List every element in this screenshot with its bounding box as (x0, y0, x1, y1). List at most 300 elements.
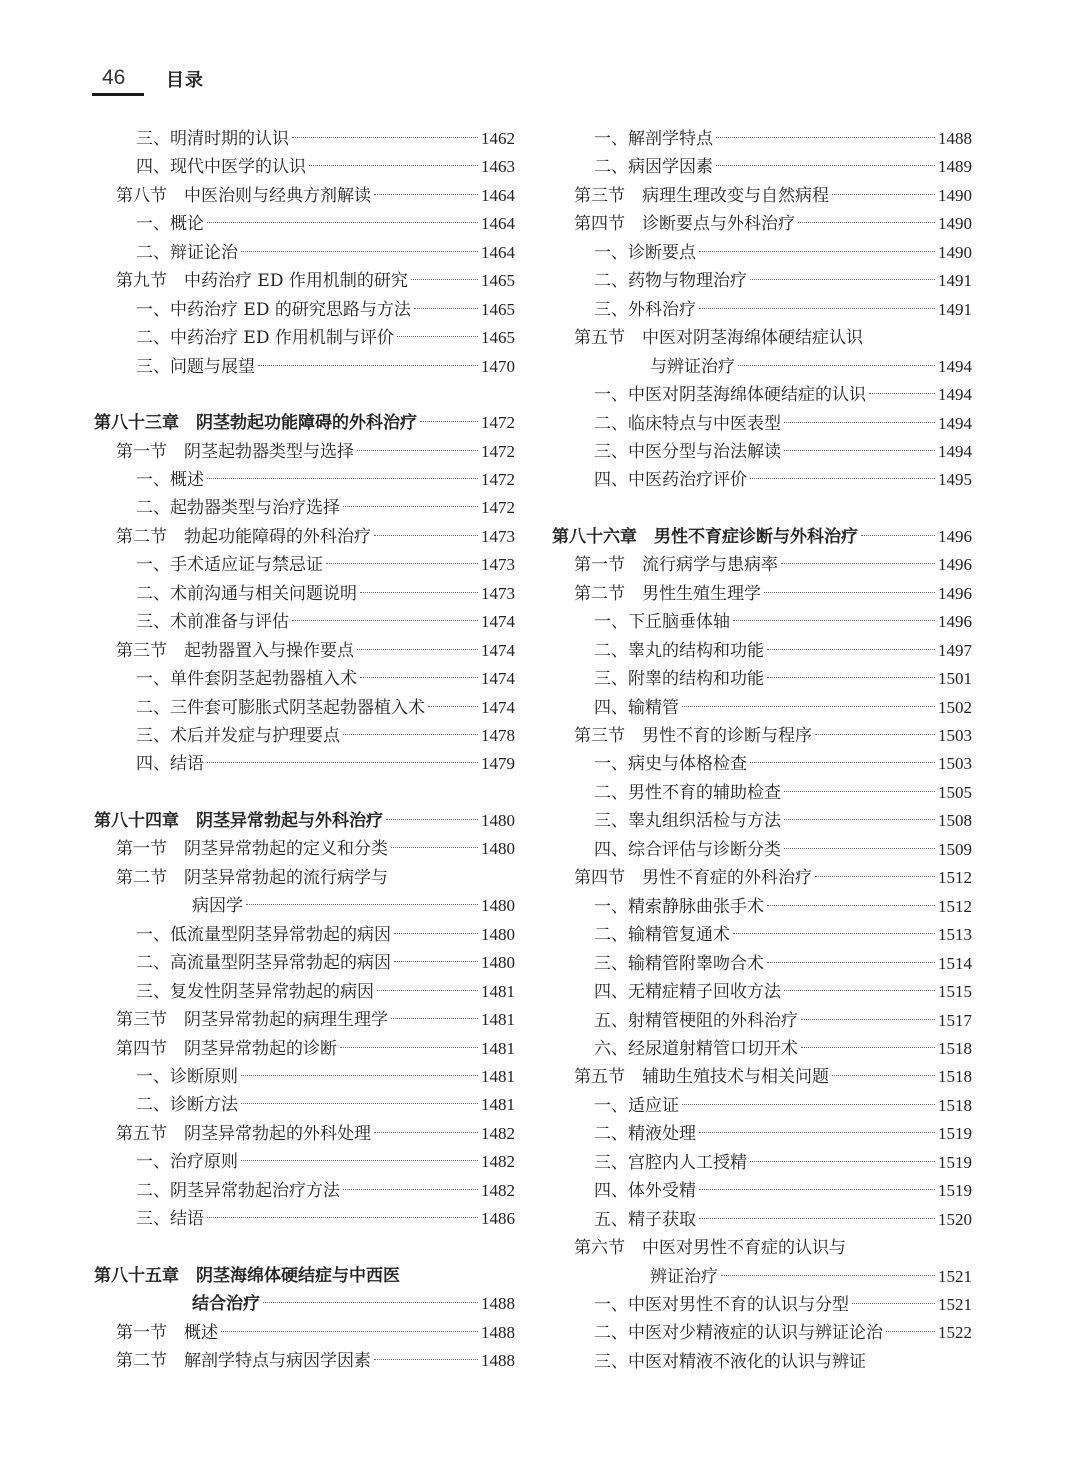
dot-leader (815, 734, 935, 735)
toc-entry-title: 二、睾丸的结构和功能 (594, 640, 764, 661)
toc-section-entry (94, 864, 515, 892)
dot-leader (326, 563, 478, 564)
toc-section-entry (94, 1006, 515, 1034)
toc-entry-title: 二、术前沟通与相关问题说明 (136, 583, 357, 604)
toc-subsection-entry (552, 1177, 972, 1205)
toc-entry-page: 1512 (938, 896, 972, 916)
toc-entry-title: 一、低流量型阴茎异常勃起的病因 (136, 924, 391, 945)
dot-leader (420, 421, 478, 422)
dot-leader (343, 734, 478, 735)
dot-leader (784, 848, 935, 849)
dot-leader (764, 592, 935, 593)
toc-subsection-entry (94, 892, 515, 920)
toc-chapter-entry (94, 1262, 515, 1290)
dot-leader (767, 905, 935, 906)
dot-leader (377, 990, 478, 991)
dot-leader (391, 1018, 478, 1019)
dot-leader (767, 649, 935, 650)
toc-subsection-entry (94, 1205, 515, 1233)
toc-section-entry (94, 438, 515, 466)
toc-chapter-entry (94, 409, 515, 437)
dot-leader (394, 961, 478, 962)
toc-section-entry (94, 637, 515, 665)
dot-leader (414, 308, 478, 309)
toc-section-entry (94, 1035, 515, 1063)
toc-entry-title: 辨证治疗 (650, 1266, 718, 1287)
toc-entry-page: 1518 (938, 1095, 972, 1115)
dot-leader (716, 165, 935, 166)
toc-subsection-entry (552, 779, 972, 807)
dot-leader (207, 762, 478, 763)
dot-leader (343, 506, 478, 507)
toc-entry-page: 1480 (481, 953, 515, 973)
toc-subsection-entry (552, 637, 972, 665)
toc-entry-page: 1494 (938, 385, 972, 405)
toc-section-entry (94, 523, 515, 551)
toc-section-entry (552, 1234, 972, 1262)
dot-leader (207, 478, 478, 479)
dot-leader (750, 762, 935, 763)
toc-entry-title: 第二节 勃起功能障碍的外科治疗 (116, 526, 371, 547)
dot-leader (733, 933, 935, 934)
toc-section-entry (94, 182, 515, 210)
toc-entry-page: 1491 (938, 271, 972, 291)
toc-entry-title: 五、精子获取 (594, 1209, 696, 1230)
toc-entry-title: 三、术后并发症与护理要点 (136, 726, 340, 746)
toc-entry-page: 1514 (938, 953, 972, 973)
toc-subsection-entry (94, 1148, 515, 1176)
dot-leader (207, 222, 478, 223)
toc-entry-title: 结合治疗 (192, 1294, 260, 1315)
toc-entry-page: 1515 (938, 982, 972, 1002)
dot-leader (374, 1132, 478, 1133)
toc-entry-title: 一、适应证 (594, 1095, 679, 1116)
toc-entry-title: 第五节 辅助生殖技术与相关问题 (574, 1067, 829, 1088)
toc-entry-title: 三、睾丸组织活检与方法 (594, 811, 781, 832)
toc-entry-title: 一、治疗原则 (136, 1152, 238, 1173)
toc-section-entry (552, 324, 972, 352)
toc-subsection-entry (552, 950, 972, 978)
dot-leader (784, 791, 935, 792)
toc-chapter-entry (552, 523, 972, 551)
toc-subsection-entry (94, 1290, 515, 1318)
dot-leader (682, 706, 935, 707)
toc-entry-page: 1491 (938, 299, 972, 319)
toc-entry-title: 一、单件套阴茎起勃器植入术 (136, 669, 357, 690)
toc-entry-title: 病因学 (192, 896, 243, 917)
toc-section-entry (552, 722, 972, 750)
dot-leader (241, 251, 478, 252)
toc-subsection-entry (552, 353, 972, 381)
dot-leader (699, 1189, 935, 1190)
dot-leader (374, 1359, 478, 1360)
toc-entry-page: 1481 (481, 1066, 515, 1086)
dot-leader (221, 1331, 478, 1332)
toc-entry-page: 1488 (938, 129, 972, 148)
toc-subsection-entry (94, 665, 515, 693)
toc-subsection-entry (552, 125, 972, 153)
dot-leader (343, 1189, 478, 1190)
toc-entry-page: 1465 (481, 299, 515, 319)
toc-entry-page: 1473 (481, 555, 515, 575)
dot-leader (738, 365, 935, 366)
dot-leader (699, 308, 935, 309)
dot-leader (411, 279, 478, 280)
toc-section-entry (94, 835, 515, 863)
page-title: 目录 (166, 70, 204, 91)
toc-subsection-entry (94, 580, 515, 608)
toc-entry-title: 第一节 概述 (116, 1322, 218, 1343)
toc-entry-title: 四、中医药治疗评价 (594, 470, 747, 491)
toc-entry-page: 1480 (481, 924, 515, 944)
toc-subsection-entry (552, 1149, 972, 1177)
toc-entry-page: 1497 (938, 640, 972, 660)
toc-subsection-entry (94, 694, 515, 722)
toc-entry-title: 第三节 男性不育的诊断与程序 (574, 726, 812, 746)
dot-leader (241, 1160, 478, 1161)
toc-entry-title: 三、中医对精液不液化的认识与辨证 (594, 1351, 866, 1372)
dot-leader (721, 1275, 935, 1276)
toc-subsection-entry (552, 1206, 972, 1234)
toc-entry-title: 与辨证治疗 (650, 356, 735, 377)
toc-entry-title: 三、问题与展望 (136, 356, 255, 377)
toc-subsection-entry (94, 1063, 515, 1091)
toc-subsection-entry (94, 1091, 515, 1119)
toc-subsection-entry (94, 296, 515, 324)
toc-entry-title: 二、输精管复通术 (594, 925, 730, 946)
toc-subsection-entry (552, 921, 972, 949)
dot-leader (699, 251, 935, 252)
dot-leader (886, 1331, 935, 1332)
toc-entry-title: 一、概论 (136, 214, 204, 235)
toc-subsection-entry (94, 921, 515, 949)
toc-entry-page: 1472 (481, 413, 515, 433)
toc-subsection-entry (94, 494, 515, 522)
toc-subsection-entry (552, 153, 972, 181)
toc-entry-page: 1495 (938, 470, 972, 490)
dot-leader (861, 535, 935, 536)
toc-subsection-entry (552, 1319, 972, 1347)
toc-entry-page: 1517 (938, 1010, 972, 1030)
toc-entry-page: 1474 (481, 669, 515, 689)
toc-entry-page: 1488 (481, 1294, 515, 1314)
toc-entry-title: 第八十五章 阴茎海绵体硬结症与中西医 (94, 1265, 400, 1286)
toc-subsection-entry (552, 750, 972, 778)
toc-entry-page: 1519 (938, 1152, 972, 1172)
toc-entry-title: 一、概述 (136, 469, 204, 490)
toc-entry-page: 1481 (481, 1010, 515, 1030)
toc-entry-title: 一、病史与体格检查 (594, 754, 747, 775)
toc-entry-page: 1508 (938, 811, 972, 831)
dot-leader (309, 165, 478, 166)
toc-entry-title: 一、中药治疗 ED 的研究思路与方法 (136, 299, 411, 320)
toc-entry-page: 1470 (481, 356, 515, 376)
toc-entry-page: 1496 (938, 555, 972, 575)
toc-entry-page: 1478 (481, 726, 515, 745)
dot-leader (207, 1217, 478, 1218)
toc-subsection-entry (94, 125, 515, 153)
toc-subsection-entry (94, 750, 515, 778)
toc-entry-page: 1501 (938, 669, 972, 689)
toc-entry-page: 1464 (481, 185, 515, 205)
toc-entry-page: 1494 (938, 356, 972, 376)
toc-section-entry (552, 580, 972, 608)
toc-entry-page: 1482 (481, 1123, 515, 1143)
toc-subsection-entry (552, 807, 972, 835)
toc-entry-title: 第四节 诊断要点与外科治疗 (574, 214, 795, 235)
toc-subsection-entry (94, 978, 515, 1006)
dot-leader (767, 962, 935, 963)
toc-subsection-entry (94, 949, 515, 977)
toc-entry-title: 三、宫腔内人工授精 (594, 1152, 747, 1173)
toc-entry-page: 1482 (481, 1152, 515, 1172)
toc-entry-page: 1472 (481, 441, 515, 461)
toc-entry-title: 四、体外受精 (594, 1181, 696, 1202)
dot-leader (292, 620, 478, 621)
dot-leader (699, 1218, 935, 1219)
toc-subsection-entry (552, 1263, 972, 1291)
toc-entry-page: 1480 (481, 839, 515, 859)
toc-subsection-entry (94, 239, 515, 267)
dot-leader (374, 194, 478, 195)
toc-entry-page: 1490 (938, 214, 972, 234)
toc-entry-title: 第八节 中医治则与经典方剂解读 (116, 185, 371, 206)
toc-entry-title: 第八十六章 男性不育症诊断与外科治疗 (552, 526, 858, 547)
toc-entry-page: 1472 (481, 498, 515, 518)
toc-entry-page: 1494 (938, 441, 972, 461)
toc-entry-title: 三、附睾的结构和功能 (594, 669, 764, 690)
toc-entry-page: 1474 (481, 697, 515, 717)
toc-entry-title: 一、中医对男性不育的认识与分型 (594, 1295, 849, 1315)
toc-subsection-entry (552, 1092, 972, 1120)
toc-subsection-entry (552, 665, 972, 693)
toc-entry-page: 1463 (481, 157, 515, 177)
toc-entry-page: 1509 (938, 839, 972, 859)
dot-leader (733, 620, 935, 621)
toc-subsection-entry (552, 410, 972, 438)
toc-entry-page: 1503 (938, 754, 972, 774)
toc-subsection-entry (552, 978, 972, 1006)
dot-leader (360, 592, 478, 593)
toc-entry-title: 二、中医对少精液症的认识与辨证论治 (594, 1323, 883, 1344)
toc-chapter-entry (94, 807, 515, 835)
page-header (92, 60, 292, 100)
toc-section-entry (552, 864, 972, 892)
toc-section-entry (552, 182, 972, 210)
toc-entry-title: 二、阴茎异常勃起治疗方法 (136, 1180, 340, 1201)
toc-entry-page: 1521 (938, 1266, 972, 1286)
toc-entry-title: 二、精液处理 (594, 1124, 696, 1145)
toc-entry-page: 1481 (481, 1095, 515, 1115)
toc-entry-page: 1464 (481, 242, 515, 262)
dot-leader (386, 819, 478, 820)
toc-section-entry (94, 1120, 515, 1148)
dot-leader (784, 819, 935, 820)
dot-leader (357, 649, 478, 650)
toc-entry-page: 1512 (938, 868, 972, 888)
dot-leader (292, 137, 478, 138)
toc-entry-title: 一、诊断要点 (594, 242, 696, 263)
toc-entry-title: 第四节 阴茎异常勃起的诊断 (116, 1038, 337, 1059)
toc-subsection-entry (94, 722, 515, 750)
toc-section-entry (552, 551, 972, 579)
toc-entry-title: 二、辩证论治 (136, 242, 238, 263)
toc-subsection-entry (94, 551, 515, 579)
toc-subsection-entry (94, 324, 515, 352)
toc-subsection-entry (552, 438, 972, 466)
dot-leader (716, 137, 935, 138)
toc-section-entry (94, 1347, 515, 1375)
toc-entry-title: 二、起勃器类型与治疗选择 (136, 498, 340, 519)
dot-leader (852, 1303, 935, 1304)
toc-entry-title: 二、三件套可膨胀式阴茎起勃器植入术 (136, 697, 425, 718)
toc-entry-page: 1502 (938, 697, 972, 717)
toc-entry-title: 四、无精症精子回收方法 (594, 982, 781, 1003)
toc-subsection-entry (94, 466, 515, 494)
dot-leader (767, 677, 935, 678)
dot-leader (246, 904, 478, 905)
toc-entry-title: 三、结语 (136, 1209, 204, 1230)
toc-entry-title: 一、中医对阴茎海绵体硬结症的认识 (594, 385, 866, 406)
toc-subsection-entry (552, 381, 972, 409)
dot-leader (750, 279, 935, 280)
toc-entry-page: 1464 (481, 214, 515, 234)
dot-leader (869, 393, 935, 394)
toc-entry-title: 二、中药治疗 ED 作用机制与评价 (136, 328, 394, 349)
toc-entry-title: 二、诊断方法 (136, 1095, 238, 1116)
dot-leader (357, 450, 478, 451)
dot-leader (258, 365, 478, 366)
toc-entry-title: 第五节 阴茎异常勃起的外科处理 (116, 1123, 371, 1144)
toc-subsection-entry (94, 608, 515, 636)
toc-entry-title: 第一节 阴茎异常勃起的定义和分类 (116, 839, 388, 860)
toc-entry-title: 第三节 阴茎异常勃起的病理生理学 (116, 1010, 388, 1031)
toc-entry-title: 二、病因学因素 (594, 157, 713, 178)
toc-entry-page: 1496 (938, 583, 972, 603)
toc-entry-title: 第五节 中医对阴茎海绵体硬结症认识 (574, 328, 863, 349)
dot-leader (397, 336, 478, 337)
toc-entry-title: 二、男性不育的辅助检查 (594, 782, 781, 803)
toc-subsection-entry (552, 1348, 972, 1376)
toc-entry-page: 1473 (481, 583, 515, 603)
toc-entry-title: 三、输精管附睾吻合术 (594, 953, 764, 974)
toc-entry-page: 1480 (481, 810, 515, 830)
toc-subsection-entry (552, 893, 972, 921)
toc-entry-page: 1489 (938, 157, 972, 177)
toc-entry-page: 1522 (938, 1323, 972, 1343)
toc-subsection-entry (552, 836, 972, 864)
toc-entry-title: 三、外科治疗 (594, 299, 696, 320)
toc-entry-title: 三、明清时期的认识 (136, 129, 289, 149)
header-rule (92, 93, 144, 96)
toc-subsection-entry (552, 267, 972, 295)
toc-entry-title: 二、药物与物理治疗 (594, 271, 747, 292)
toc-entry-page: 1462 (481, 129, 515, 148)
dot-leader (428, 706, 478, 707)
dot-leader (699, 1132, 935, 1133)
toc-entry-title: 四、现代中医学的认识 (136, 157, 306, 178)
toc-subsection-entry (552, 239, 972, 267)
dot-leader (781, 563, 935, 564)
dot-leader (750, 1161, 935, 1162)
toc-entry-title: 四、结语 (136, 754, 204, 775)
toc-subsection-entry (94, 1177, 515, 1205)
dot-leader (750, 478, 935, 479)
toc-entry-page: 1494 (938, 413, 972, 433)
toc-entry-title: 第二节 解剖学特点与病因学因素 (116, 1351, 371, 1371)
dot-leader (784, 990, 935, 991)
toc-entry-page: 1496 (938, 526, 972, 546)
toc-entry-page: 1503 (938, 726, 972, 745)
dot-leader (784, 422, 935, 423)
toc-entry-page: 1490 (938, 185, 972, 205)
toc-subsection-entry (94, 353, 515, 381)
toc-entry-title: 一、下丘脑垂体轴 (594, 612, 730, 633)
toc-entry-page: 1473 (481, 526, 515, 546)
toc-section-entry (94, 267, 515, 295)
toc-subsection-entry (552, 1120, 972, 1148)
toc-section-entry (552, 210, 972, 238)
toc-entry-page: 1472 (481, 469, 515, 489)
toc-subsection-entry (552, 1035, 972, 1063)
dot-leader (784, 450, 935, 451)
dot-leader (801, 1047, 935, 1048)
toc-section-entry (552, 1063, 972, 1091)
toc-entry-title: 第九节 中药治疗 ED 作用机制的研究 (116, 271, 408, 292)
toc-entry-title: 第三节 病理生理改变与自然病程 (574, 185, 829, 206)
toc-subsection-entry (94, 153, 515, 181)
toc-entry-title: 第六节 中医对男性不育症的认识与 (574, 1238, 846, 1259)
toc-entry-title: 六、经尿道射精管口切开术 (594, 1038, 798, 1059)
dot-leader (832, 194, 935, 195)
toc-entry-title: 二、临床特点与中医表型 (594, 413, 781, 434)
toc-entry-title: 一、精索静脉曲张手术 (594, 896, 764, 917)
toc-subsection-entry (552, 694, 972, 722)
toc-entry-page: 1519 (938, 1124, 972, 1144)
toc-subsection-entry (552, 296, 972, 324)
dot-leader (374, 535, 478, 536)
dot-leader (801, 1019, 935, 1020)
toc-subsection-entry (94, 210, 515, 238)
toc-entry-page: 1474 (481, 640, 515, 660)
toc-entry-page: 1488 (481, 1322, 515, 1342)
toc-entry-title: 一、解剖学特点 (594, 129, 713, 149)
toc-entry-page: 1481 (481, 981, 515, 1001)
dot-leader (832, 1075, 935, 1076)
toc-entry-title: 三、术前准备与评估 (136, 612, 289, 633)
dot-leader (798, 222, 935, 223)
toc-entry-title: 第二节 阴茎异常勃起的流行病学与 (116, 867, 388, 888)
toc-subsection-entry (552, 608, 972, 636)
toc-section-entry (94, 1319, 515, 1347)
toc-entry-page: 1479 (481, 754, 515, 774)
toc-entry-page: 1518 (938, 1038, 972, 1058)
toc-entry-page: 1505 (938, 782, 972, 802)
toc-entry-title: 四、输精管 (594, 697, 679, 718)
toc-entry-title: 第八十三章 阴茎勃起功能障碍的外科治疗 (94, 413, 417, 434)
toc-entry-title: 第三节 起勃器置入与操作要点 (116, 640, 354, 661)
page-number: 46 (102, 66, 126, 89)
toc-entry-page: 1513 (938, 925, 972, 945)
toc-subsection-entry (552, 1291, 972, 1319)
toc-entry-title: 第八十四章 阴茎异常勃起与外科治疗 (94, 810, 383, 831)
dot-leader (394, 933, 478, 934)
toc-entry-page: 1496 (938, 612, 972, 632)
toc-entry-page: 1480 (481, 896, 515, 916)
toc-entry-title: 一、手术适应证与禁忌证 (136, 555, 323, 576)
toc-entry-page: 1521 (938, 1295, 972, 1314)
toc-entry-title: 第一节 阴茎起勃器类型与选择 (116, 441, 354, 462)
